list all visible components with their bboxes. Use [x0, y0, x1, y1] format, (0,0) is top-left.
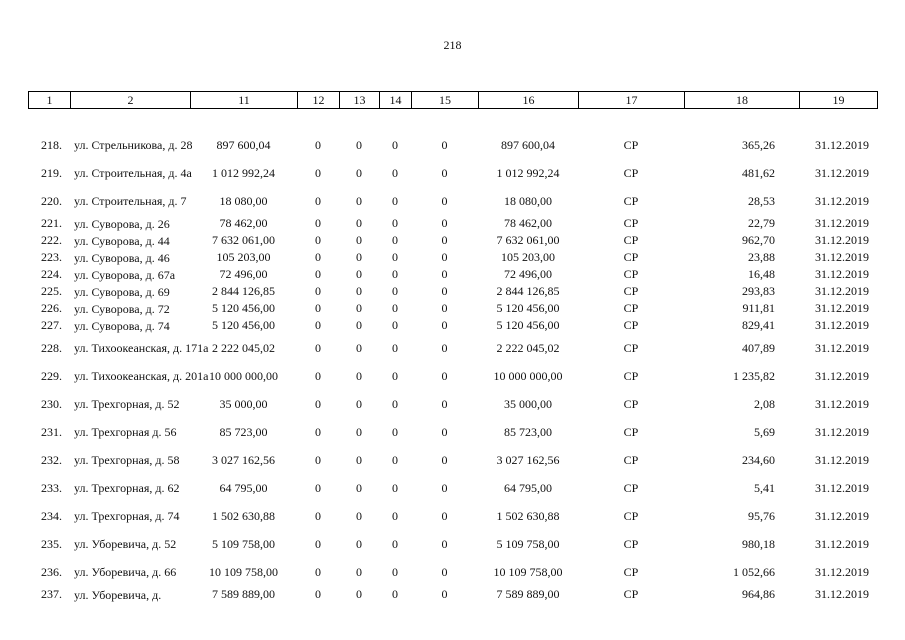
col13-cell: 0: [356, 233, 362, 247]
col12-cell: 0: [315, 587, 321, 601]
header-cell: 14: [380, 92, 412, 109]
col14-cell: 0: [392, 301, 398, 315]
table-row: [28, 390, 877, 418]
area-cell: 5,69: [754, 424, 775, 439]
col12-cell: 0: [315, 424, 321, 439]
col15-cell: 0: [441, 480, 448, 495]
col13-cell: 0: [356, 284, 362, 298]
table-row: [28, 300, 877, 317]
col13-cell: 0: [356, 508, 362, 523]
address-cell: ул. Стрельникова, д. 28: [74, 138, 193, 152]
row-number: 231.: [41, 424, 62, 439]
area-cell: 16,48: [748, 267, 775, 281]
date-cell: 31.12.2019: [815, 424, 869, 439]
address-cell: ул. Трехгорная, д. 62: [74, 481, 180, 495]
col13-cell: 0: [356, 396, 362, 411]
col14-cell: 0: [392, 480, 398, 495]
col12-cell: 0: [315, 536, 321, 551]
row-number: 232.: [41, 452, 62, 467]
col15-cell: 0: [441, 396, 448, 411]
address-cell: ул. Трехгорная, д. 52: [74, 397, 180, 411]
code-cell: СР: [623, 424, 639, 439]
code-cell: СР: [623, 340, 639, 355]
col13-cell: 0: [356, 193, 362, 208]
header-row: [29, 92, 878, 109]
col13-cell: 0: [356, 216, 362, 230]
code-cell: СР: [623, 284, 639, 298]
code-cell: СР: [623, 233, 639, 247]
total-cell: 7 632 061,00: [496, 233, 560, 247]
area-cell: 95,76: [748, 508, 775, 523]
col14-cell: 0: [392, 536, 398, 551]
col12-cell: 0: [315, 233, 321, 247]
date-cell: 31.12.2019: [815, 193, 869, 208]
address-cell: ул. Уборевича, д. 52: [74, 537, 177, 551]
total-cell: 897 600,04: [501, 137, 555, 152]
col14-cell: 0: [392, 193, 398, 208]
col15-cell: 0: [441, 508, 448, 523]
table-row: [28, 418, 877, 446]
address-cell: ул. Тихоокеанская, д. 171а: [74, 341, 209, 355]
col13-cell: 0: [356, 301, 362, 315]
date-cell: 31.12.2019: [815, 137, 869, 152]
total-cell: 2 222 045,02: [496, 340, 560, 355]
col12-cell: 0: [315, 284, 321, 298]
row-number: 224.: [41, 267, 62, 281]
col15-cell: 0: [441, 267, 448, 281]
header-cell: 2: [71, 92, 191, 109]
total-cell: 64 795,00: [504, 480, 552, 495]
area-cell: 5,41: [754, 480, 775, 495]
header-cell: 16: [479, 92, 579, 109]
total-cell: 105 203,00: [501, 250, 555, 264]
address-cell: ул. Строительная, д. 7: [74, 194, 187, 208]
area-cell: 964,86: [742, 587, 775, 601]
col13-cell: 0: [356, 165, 362, 180]
area-cell: 28,53: [748, 193, 775, 208]
row-number: 230.: [41, 396, 62, 411]
area-cell: 407,89: [742, 340, 775, 355]
cost-cell: 3 027 162,56: [212, 452, 275, 467]
code-cell: СР: [623, 564, 639, 579]
cost-cell: 2 222 045,02: [212, 340, 275, 355]
date-cell: 31.12.2019: [815, 564, 869, 579]
table-row: [28, 586, 877, 603]
table-row: [28, 446, 877, 474]
row-number: 228.: [41, 340, 62, 355]
date-cell: 31.12.2019: [815, 284, 869, 298]
area-cell: 829,41: [742, 318, 775, 332]
cost-cell: 7 632 061,00: [212, 233, 275, 247]
total-cell: 1 502 630,88: [496, 508, 560, 523]
col13-cell: 0: [356, 137, 362, 152]
total-cell: 10 109 758,00: [493, 564, 563, 579]
col15-cell: 0: [441, 301, 448, 315]
header-cell: 17: [579, 92, 685, 109]
header-cell: 18: [685, 92, 800, 109]
column-header-table: [28, 91, 878, 109]
col14-cell: 0: [392, 340, 398, 355]
date-cell: 31.12.2019: [815, 340, 869, 355]
area-cell: 911,81: [742, 301, 775, 315]
cost-cell: 897 600,04: [216, 137, 271, 152]
col12-cell: 0: [315, 452, 321, 467]
row-number: 220.: [41, 193, 62, 208]
table-row: [28, 215, 877, 232]
col12-cell: 0: [315, 137, 321, 152]
row-number: 229.: [41, 368, 62, 383]
col15-cell: 0: [441, 536, 448, 551]
total-cell: 7 589 889,00: [496, 587, 560, 601]
row-number: 225.: [41, 284, 62, 298]
col14-cell: 0: [392, 564, 398, 579]
code-cell: СР: [623, 536, 639, 551]
col15-cell: 0: [441, 137, 448, 152]
code-cell: СР: [623, 267, 639, 281]
date-cell: 31.12.2019: [815, 368, 869, 383]
cost-cell: 10 000 000,00: [209, 368, 278, 383]
cost-cell: 1 012 992,24: [212, 165, 275, 180]
col15-cell: 0: [441, 564, 448, 579]
code-cell: СР: [623, 193, 639, 208]
row-number: 219.: [41, 165, 62, 180]
date-cell: 31.12.2019: [815, 396, 869, 411]
col14-cell: 0: [392, 165, 398, 180]
code-cell: СР: [623, 216, 639, 230]
table-row: [28, 317, 877, 334]
address-cell: ул. Трехгорная, д. 74: [74, 509, 180, 523]
cost-cell: 64 795,00: [219, 480, 268, 495]
row-number: 223.: [41, 250, 62, 264]
address-cell: ул. Суворова, д. 44: [74, 233, 170, 248]
date-cell: 31.12.2019: [815, 508, 869, 523]
col12-cell: 0: [315, 193, 321, 208]
address-cell: ул. Трехгорная, д. 58: [74, 453, 180, 467]
table-row: [28, 131, 877, 159]
col12-cell: 0: [315, 564, 321, 579]
table-row: [28, 249, 877, 266]
col15-cell: 0: [441, 233, 448, 247]
total-cell: 35 000,00: [504, 396, 552, 411]
col15-cell: 0: [441, 340, 448, 355]
col15-cell: 0: [441, 216, 448, 230]
col12-cell: 0: [315, 480, 321, 495]
col13-cell: 0: [356, 536, 362, 551]
col13-cell: 0: [356, 250, 362, 264]
header-cell: 15: [412, 92, 479, 109]
cost-cell: 5 109 758,00: [212, 536, 275, 551]
area-cell: 365,26: [742, 137, 775, 152]
area-cell: 962,70: [742, 233, 775, 247]
cost-cell: 85 723,00: [219, 424, 268, 439]
address-cell: ул. Суворова, д. 72: [74, 301, 170, 316]
date-cell: 31.12.2019: [815, 267, 869, 281]
code-cell: СР: [623, 165, 639, 180]
col15-cell: 0: [441, 193, 448, 208]
area-cell: 1 052,66: [733, 564, 775, 579]
row-number: 235.: [41, 536, 62, 551]
col15-cell: 0: [441, 452, 448, 467]
row-number: 236.: [41, 564, 62, 579]
address-cell: ул. Суворова, д. 74: [74, 318, 170, 333]
address-cell: ул. Трехгорная д. 56: [74, 425, 177, 439]
address-cell: ул. Суворова, д. 26: [74, 216, 170, 231]
col14-cell: 0: [392, 368, 398, 383]
date-cell: 31.12.2019: [815, 216, 869, 230]
cost-cell: 18 080,00: [219, 193, 268, 208]
cost-cell: 1 502 630,88: [212, 508, 275, 523]
header-cell: 1: [29, 92, 71, 109]
address-cell: ул. Уборевича, д.: [74, 587, 162, 602]
cost-cell: 10 109 758,00: [209, 564, 278, 579]
col13-cell: 0: [356, 564, 362, 579]
col15-cell: 0: [441, 250, 448, 264]
col13-cell: 0: [356, 480, 362, 495]
total-cell: 10 000 000,00: [493, 368, 563, 383]
col14-cell: 0: [392, 284, 398, 298]
col13-cell: 0: [356, 424, 362, 439]
col15-cell: 0: [441, 587, 448, 601]
table-row: [28, 530, 877, 558]
cost-cell: 78 462,00: [219, 216, 268, 230]
table-row: [28, 266, 877, 283]
col13-cell: 0: [356, 267, 362, 281]
row-number: 222.: [41, 233, 62, 247]
table-row: [28, 283, 877, 300]
code-cell: СР: [623, 480, 639, 495]
code-cell: СР: [623, 508, 639, 523]
date-cell: 31.12.2019: [815, 587, 869, 601]
total-cell: 2 844 126,85: [496, 284, 560, 298]
col12-cell: 0: [315, 250, 321, 264]
col12-cell: 0: [315, 368, 321, 383]
header-cell: 13: [340, 92, 380, 109]
table-row: [28, 159, 877, 187]
cost-cell: 2 844 126,85: [212, 284, 275, 298]
col12-cell: 0: [315, 216, 321, 230]
area-cell: 481,62: [742, 165, 775, 180]
total-cell: 85 723,00: [504, 424, 552, 439]
address-cell: ул. Строительная, д. 4а: [74, 166, 192, 180]
date-cell: 31.12.2019: [815, 452, 869, 467]
address-cell: ул. Суворова, д. 67а: [74, 267, 176, 282]
area-cell: 23,88: [748, 250, 775, 264]
date-cell: 31.12.2019: [815, 480, 869, 495]
col14-cell: 0: [392, 216, 398, 230]
date-cell: 31.12.2019: [815, 250, 869, 264]
col14-cell: 0: [392, 587, 398, 601]
row-number: 218.: [41, 137, 62, 152]
code-cell: СР: [623, 137, 639, 152]
code-cell: СР: [623, 452, 639, 467]
col12-cell: 0: [315, 267, 321, 281]
total-cell: 72 496,00: [504, 267, 552, 281]
total-cell: 5 109 758,00: [496, 536, 560, 551]
col12-cell: 0: [315, 340, 321, 355]
total-cell: 3 027 162,56: [496, 452, 560, 467]
header-cell: 12: [298, 92, 340, 109]
col15-cell: 0: [441, 318, 448, 332]
date-cell: 31.12.2019: [815, 301, 869, 315]
table-row: [28, 232, 877, 249]
col15-cell: 0: [441, 165, 448, 180]
page-number: 218: [443, 38, 462, 52]
col14-cell: 0: [392, 396, 398, 411]
col15-cell: 0: [441, 424, 448, 439]
table-row: [28, 334, 877, 362]
address-cell: ул. Тихоокеанская, д. 201а: [74, 369, 209, 383]
total-cell: 18 080,00: [504, 193, 552, 208]
total-cell: 5 120 456,00: [496, 301, 560, 315]
row-number: 221.: [41, 216, 62, 230]
col14-cell: 0: [392, 318, 398, 332]
area-cell: 980,18: [742, 536, 775, 551]
code-cell: СР: [623, 396, 639, 411]
col14-cell: 0: [392, 424, 398, 439]
header-cell: 19: [800, 92, 878, 109]
area-cell: 234,60: [742, 452, 775, 467]
col15-cell: 0: [441, 368, 448, 383]
total-cell: 5 120 456,00: [496, 318, 560, 332]
col14-cell: 0: [392, 137, 398, 152]
code-cell: СР: [623, 587, 639, 601]
cost-cell: 5 120 456,00: [212, 301, 275, 315]
data-table: [28, 131, 877, 603]
col14-cell: 0: [392, 452, 398, 467]
table-row: [28, 474, 877, 502]
date-cell: 31.12.2019: [815, 318, 869, 332]
date-cell: 31.12.2019: [815, 165, 869, 180]
row-number: 234.: [41, 508, 62, 523]
col12-cell: 0: [315, 301, 321, 315]
col14-cell: 0: [392, 508, 398, 523]
table-row: [28, 502, 877, 530]
col12-cell: 0: [315, 396, 321, 411]
code-cell: СР: [623, 318, 639, 332]
date-cell: 31.12.2019: [815, 536, 869, 551]
cost-cell: 35 000,00: [219, 396, 268, 411]
row-number: 227.: [41, 318, 62, 332]
row-number: 226.: [41, 301, 62, 315]
cost-cell: 7 589 889,00: [212, 587, 275, 601]
col13-cell: 0: [356, 368, 362, 383]
total-cell: 78 462,00: [504, 216, 552, 230]
total-cell: 1 012 992,24: [496, 165, 560, 180]
code-cell: СР: [623, 250, 639, 264]
area-cell: 1 235,82: [733, 368, 775, 383]
col12-cell: 0: [315, 508, 321, 523]
col14-cell: 0: [392, 250, 398, 264]
area-cell: 22,79: [748, 216, 775, 230]
table-row: [28, 362, 877, 390]
col15-cell: 0: [441, 284, 448, 298]
address-cell: ул. Суворова, д. 46: [74, 250, 170, 265]
col13-cell: 0: [356, 340, 362, 355]
row-number: 237.: [41, 587, 62, 601]
code-cell: СР: [623, 301, 639, 315]
code-cell: СР: [623, 368, 639, 383]
cost-cell: 105 203,00: [216, 250, 271, 264]
col14-cell: 0: [392, 233, 398, 247]
area-cell: 293,83: [742, 284, 775, 298]
header-cell: 11: [191, 92, 298, 109]
table-row: [28, 558, 877, 586]
address-cell: ул. Уборевича, д. 66: [74, 565, 177, 579]
area-cell: 2,08: [754, 396, 775, 411]
table-row: [28, 187, 877, 215]
row-number: 233.: [41, 480, 62, 495]
col14-cell: 0: [392, 267, 398, 281]
col13-cell: 0: [356, 318, 362, 332]
col12-cell: 0: [315, 318, 321, 332]
col13-cell: 0: [356, 587, 362, 601]
address-cell: ул. Суворова, д. 69: [74, 284, 170, 299]
col12-cell: 0: [315, 165, 321, 180]
cost-cell: 5 120 456,00: [212, 318, 275, 332]
date-cell: 31.12.2019: [815, 233, 869, 247]
col13-cell: 0: [356, 452, 362, 467]
cost-cell: 72 496,00: [219, 267, 268, 281]
